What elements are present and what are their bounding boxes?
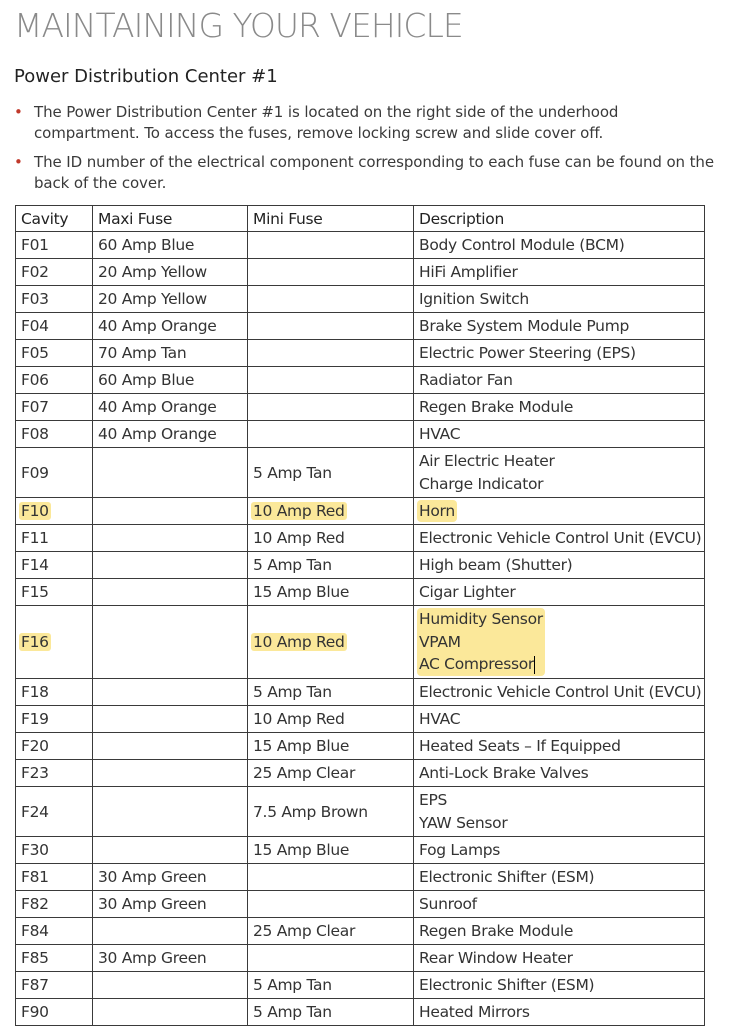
mini-fuse-cell-text: 10 Amp Red bbox=[253, 529, 345, 547]
maxi-fuse-cell-text: 20 Amp Yellow bbox=[98, 263, 207, 281]
description-cell bbox=[414, 606, 705, 679]
mini-fuse-cell bbox=[248, 972, 414, 999]
description-cell bbox=[414, 259, 705, 286]
mini-fuse-cell-text: 5 Amp Tan bbox=[253, 463, 332, 482]
cavity-cell-text: F16 bbox=[21, 633, 49, 651]
fuse-table bbox=[15, 205, 705, 1026]
maxi-fuse-cell bbox=[93, 837, 248, 864]
description-line: Radiator Fan bbox=[419, 370, 513, 389]
mini-fuse-cell bbox=[248, 891, 414, 918]
table-row bbox=[16, 552, 705, 579]
description-cell bbox=[414, 340, 705, 367]
maxi-fuse-cell-text: 60 Amp Blue bbox=[98, 236, 195, 254]
cavity-cell-text: F19 bbox=[21, 710, 49, 728]
cavity-cell bbox=[16, 421, 93, 448]
table-row bbox=[16, 286, 705, 313]
bullet-text: The Power Distribution Center #1 is located on the right side of the underhood compartment. To access the fuses, remove locking screw and slide cover off. bbox=[34, 103, 619, 142]
maxi-fuse-cell-text: 40 Amp Orange bbox=[98, 317, 217, 335]
description-line: Cigar Lighter bbox=[419, 582, 516, 601]
mini-fuse-cell-text: 7.5 Amp Brown bbox=[253, 802, 368, 821]
description-line: AC Compressor bbox=[419, 655, 534, 674]
section-title: Power Distribution Center #1 bbox=[14, 66, 278, 87]
maxi-fuse-cell-text: 30 Amp Green bbox=[98, 895, 207, 913]
cavity-cell-text: F11 bbox=[21, 529, 49, 547]
description-cell bbox=[414, 552, 705, 579]
description-cell bbox=[414, 679, 705, 706]
table-row bbox=[16, 313, 705, 340]
cavity-cell-text: F87 bbox=[21, 976, 49, 994]
description-cell bbox=[414, 579, 705, 606]
cavity-cell-text: F84 bbox=[21, 922, 49, 940]
mini-fuse-cell-text: 15 Amp Blue bbox=[253, 737, 350, 755]
cavity-cell bbox=[16, 864, 93, 891]
mini-fuse-cell bbox=[248, 232, 414, 259]
header-description: Description bbox=[414, 206, 705, 232]
maxi-fuse-cell-text: 20 Amp Yellow bbox=[98, 290, 207, 308]
cavity-cell bbox=[16, 448, 93, 498]
maxi-fuse-cell bbox=[93, 525, 248, 552]
description-line: EPS bbox=[419, 791, 448, 809]
table-row bbox=[16, 394, 705, 421]
description-line: Electronic Vehicle Control Unit (EVCU) bbox=[419, 682, 702, 701]
mini-fuse-cell-text: 10 Amp Red bbox=[253, 502, 345, 520]
mini-fuse-cell bbox=[248, 498, 414, 525]
cavity-cell-text: F20 bbox=[21, 737, 49, 755]
maxi-fuse-cell bbox=[93, 606, 248, 679]
mini-fuse-cell bbox=[248, 606, 414, 679]
description-line: Electronic Shifter (ESM) bbox=[419, 867, 595, 886]
mini-fuse-cell bbox=[248, 999, 414, 1026]
mini-fuse-cell-text: 5 Amp Tan bbox=[253, 1003, 332, 1021]
description-lines bbox=[419, 762, 699, 785]
mini-fuse-cell bbox=[248, 837, 414, 864]
table-row bbox=[16, 891, 705, 918]
mini-fuse-cell-text: 10 Amp Red bbox=[253, 633, 345, 651]
table-row bbox=[16, 421, 705, 448]
mini-fuse-cell bbox=[248, 579, 414, 606]
description-lines bbox=[419, 342, 699, 365]
mini-fuse-cell bbox=[248, 864, 414, 891]
cavity-cell-text: F82 bbox=[21, 895, 49, 913]
table-body bbox=[16, 232, 705, 1026]
description-cell bbox=[414, 498, 705, 525]
maxi-fuse-cell bbox=[93, 760, 248, 787]
description-line: Electronic Vehicle Control Unit (EVCU) bbox=[419, 528, 702, 547]
description-cell bbox=[414, 525, 705, 552]
description-line: Anti-Lock Brake Valves bbox=[419, 763, 589, 782]
cavity-cell bbox=[16, 313, 93, 340]
text-cursor bbox=[534, 656, 535, 674]
table-row bbox=[16, 579, 705, 606]
maxi-fuse-cell bbox=[93, 891, 248, 918]
mini-fuse-cell bbox=[248, 552, 414, 579]
bullet-text: The ID number of the electrical component corresponding to each fuse can be found on the back of the cover. bbox=[34, 153, 714, 192]
table-row bbox=[16, 232, 705, 259]
mini-fuse-cell-text: 25 Amp Clear bbox=[253, 764, 356, 782]
cavity-cell-text: F18 bbox=[21, 683, 49, 701]
mini-fuse-cell bbox=[248, 367, 414, 394]
maxi-fuse-cell-text: 40 Amp Orange bbox=[98, 398, 217, 416]
cavity-cell bbox=[16, 525, 93, 552]
description-lines bbox=[419, 681, 702, 704]
cavity-cell bbox=[16, 837, 93, 864]
cavity-cell-text: F09 bbox=[21, 463, 49, 482]
maxi-fuse-cell bbox=[93, 367, 248, 394]
cavity-cell-text: F07 bbox=[21, 398, 49, 416]
table-row bbox=[16, 787, 705, 837]
maxi-fuse-cell bbox=[93, 972, 248, 999]
description-line: Horn bbox=[419, 501, 455, 520]
header-cavity: Cavity bbox=[16, 206, 93, 232]
cavity-cell-text: F23 bbox=[21, 764, 49, 782]
description-line: Regen Brake Module bbox=[419, 397, 574, 416]
cavity-cell bbox=[16, 891, 93, 918]
maxi-fuse-cell-text: 30 Amp Green bbox=[98, 868, 207, 886]
cavity-cell bbox=[16, 286, 93, 313]
description-lines bbox=[419, 581, 699, 604]
maxi-fuse-cell bbox=[93, 864, 248, 891]
description-lines bbox=[419, 1001, 699, 1024]
mini-fuse-cell bbox=[248, 787, 414, 837]
description-lines bbox=[419, 947, 699, 970]
table-row bbox=[16, 367, 705, 394]
description-line: Heated Seats – If Equipped bbox=[419, 736, 621, 755]
cavity-cell-text: F15 bbox=[21, 583, 49, 601]
description-line: YAW Sensor bbox=[419, 813, 508, 832]
maxi-fuse-cell bbox=[93, 552, 248, 579]
mini-fuse-cell bbox=[248, 313, 414, 340]
cavity-cell-text: F02 bbox=[21, 263, 49, 281]
description-lines bbox=[419, 735, 699, 758]
cavity-cell bbox=[16, 945, 93, 972]
table-row bbox=[16, 679, 705, 706]
description-line: Humidity Sensor bbox=[419, 610, 543, 629]
description-lines bbox=[419, 261, 699, 284]
cavity-cell-text: F10 bbox=[21, 502, 49, 520]
description-lines bbox=[419, 234, 699, 257]
description-lines bbox=[419, 789, 699, 834]
maxi-fuse-cell-text: 40 Amp Orange bbox=[98, 425, 217, 443]
cavity-cell bbox=[16, 498, 93, 525]
description-lines bbox=[419, 315, 699, 338]
description-lines bbox=[419, 369, 699, 392]
maxi-fuse-cell bbox=[93, 945, 248, 972]
mini-fuse-cell bbox=[248, 760, 414, 787]
description-line: Ignition Switch bbox=[419, 289, 529, 308]
cavity-cell-text: F85 bbox=[21, 949, 49, 967]
cavity-cell-text: F30 bbox=[21, 841, 49, 859]
cavity-cell-text: F90 bbox=[21, 1003, 49, 1021]
mini-fuse-cell-text: 10 Amp Red bbox=[253, 710, 345, 728]
description-lines bbox=[419, 554, 699, 577]
description-cell bbox=[414, 286, 705, 313]
table-row bbox=[16, 606, 705, 679]
mini-fuse-cell bbox=[248, 706, 414, 733]
bullet-list bbox=[14, 102, 714, 202]
table-header-row bbox=[16, 206, 705, 232]
mini-fuse-cell-text: 15 Amp Blue bbox=[253, 841, 350, 859]
maxi-fuse-cell bbox=[93, 679, 248, 706]
description-lines bbox=[419, 866, 699, 889]
mini-fuse-cell bbox=[248, 259, 414, 286]
description-cell bbox=[414, 421, 705, 448]
maxi-fuse-cell bbox=[93, 733, 248, 760]
table-row bbox=[16, 972, 705, 999]
cavity-cell bbox=[16, 706, 93, 733]
maxi-fuse-cell bbox=[93, 498, 248, 525]
mini-fuse-cell bbox=[248, 918, 414, 945]
description-lines bbox=[419, 708, 699, 731]
maxi-fuse-cell bbox=[93, 448, 248, 498]
cavity-cell-text: F04 bbox=[21, 317, 49, 335]
description-lines bbox=[419, 920, 699, 943]
mini-fuse-cell bbox=[248, 421, 414, 448]
description-line: VPAM bbox=[419, 632, 461, 651]
cavity-cell-text: F05 bbox=[21, 344, 49, 362]
table-row bbox=[16, 837, 705, 864]
maxi-fuse-cell bbox=[93, 259, 248, 286]
table-row bbox=[16, 259, 705, 286]
description-lines bbox=[419, 396, 699, 419]
cavity-cell bbox=[16, 340, 93, 367]
mini-fuse-cell bbox=[248, 394, 414, 421]
description-line: Brake System Module Pump bbox=[419, 316, 630, 335]
cavity-cell-text: F81 bbox=[21, 868, 49, 886]
description-lines bbox=[419, 423, 699, 446]
description-lines bbox=[419, 839, 699, 862]
maxi-fuse-cell-text: 30 Amp Green bbox=[98, 949, 207, 967]
description-lines bbox=[419, 450, 699, 495]
maxi-fuse-cell bbox=[93, 340, 248, 367]
description-cell bbox=[414, 891, 705, 918]
maxi-fuse-cell bbox=[93, 313, 248, 340]
table-row bbox=[16, 706, 705, 733]
mini-fuse-cell bbox=[248, 733, 414, 760]
description-cell bbox=[414, 972, 705, 999]
page-title: MAINTAINING YOUR VEHICLE bbox=[14, 6, 463, 45]
cavity-cell bbox=[16, 259, 93, 286]
description-cell bbox=[414, 945, 705, 972]
cavity-cell bbox=[16, 394, 93, 421]
description-cell bbox=[414, 787, 705, 837]
description-line: Body Control Module (BCM) bbox=[419, 235, 625, 254]
table-row bbox=[16, 945, 705, 972]
mini-fuse-cell bbox=[248, 945, 414, 972]
table-row bbox=[16, 864, 705, 891]
mini-fuse-cell-text: 5 Amp Tan bbox=[253, 976, 332, 994]
description-line: HVAC bbox=[419, 709, 461, 728]
mini-fuse-cell bbox=[248, 525, 414, 552]
description-line: Fog Lamps bbox=[419, 840, 501, 859]
cavity-cell-text: F08 bbox=[21, 425, 49, 443]
description-lines bbox=[417, 500, 457, 523]
maxi-fuse-cell bbox=[93, 286, 248, 313]
bullet-dot-icon: • bbox=[14, 153, 23, 171]
description-line: Heated Mirrors bbox=[419, 1002, 530, 1021]
description-line: Air Electric Heater bbox=[419, 452, 555, 470]
cavity-cell-text: F06 bbox=[21, 371, 49, 389]
description-line: Rear Window Heater bbox=[419, 948, 573, 967]
cavity-cell bbox=[16, 552, 93, 579]
description-cell bbox=[414, 448, 705, 498]
description-cell bbox=[414, 864, 705, 891]
table-row bbox=[16, 918, 705, 945]
description-cell bbox=[414, 733, 705, 760]
bullet-item bbox=[14, 152, 714, 194]
maxi-fuse-cell-text: 60 Amp Blue bbox=[98, 371, 195, 389]
description-line: HiFi Amplifier bbox=[419, 262, 518, 281]
cavity-cell bbox=[16, 232, 93, 259]
cavity-cell-text: F24 bbox=[21, 802, 49, 821]
table-row bbox=[16, 340, 705, 367]
table-row bbox=[16, 498, 705, 525]
table-row bbox=[16, 733, 705, 760]
description-lines bbox=[419, 288, 699, 311]
description-lines bbox=[417, 608, 545, 676]
table-row bbox=[16, 525, 705, 552]
description-line: HVAC bbox=[419, 424, 461, 443]
description-cell bbox=[414, 313, 705, 340]
description-cell bbox=[414, 232, 705, 259]
description-cell bbox=[414, 837, 705, 864]
maxi-fuse-cell bbox=[93, 579, 248, 606]
cavity-cell bbox=[16, 367, 93, 394]
cavity-cell bbox=[16, 787, 93, 837]
table-row bbox=[16, 999, 705, 1026]
maxi-fuse-cell bbox=[93, 421, 248, 448]
maxi-fuse-cell bbox=[93, 232, 248, 259]
description-cell bbox=[414, 394, 705, 421]
table-row bbox=[16, 448, 705, 498]
cavity-cell bbox=[16, 760, 93, 787]
cavity-cell bbox=[16, 679, 93, 706]
cavity-cell bbox=[16, 918, 93, 945]
cavity-cell bbox=[16, 579, 93, 606]
cavity-cell bbox=[16, 999, 93, 1026]
description-cell bbox=[414, 760, 705, 787]
description-line: Electric Power Steering (EPS) bbox=[419, 343, 636, 362]
description-line: Electronic Shifter (ESM) bbox=[419, 975, 595, 994]
bullet-dot-icon: • bbox=[14, 103, 23, 121]
description-line: Sunroof bbox=[419, 894, 477, 913]
maxi-fuse-cell bbox=[93, 706, 248, 733]
mini-fuse-cell bbox=[248, 679, 414, 706]
mini-fuse-cell-text: 5 Amp Tan bbox=[253, 556, 332, 574]
description-line: Regen Brake Module bbox=[419, 921, 574, 940]
description-lines bbox=[419, 974, 699, 997]
cavity-cell bbox=[16, 733, 93, 760]
mini-fuse-cell-text: 15 Amp Blue bbox=[253, 583, 350, 601]
description-line: High beam (Shutter) bbox=[419, 555, 573, 574]
header-maxi-fuse: Maxi Fuse bbox=[93, 206, 248, 232]
cavity-cell bbox=[16, 972, 93, 999]
mini-fuse-cell-text: 25 Amp Clear bbox=[253, 922, 356, 940]
mini-fuse-cell bbox=[248, 340, 414, 367]
table-row bbox=[16, 760, 705, 787]
description-cell bbox=[414, 367, 705, 394]
cavity-cell bbox=[16, 606, 93, 679]
mini-fuse-cell-text: 5 Amp Tan bbox=[253, 683, 332, 701]
cavity-cell-text: F03 bbox=[21, 290, 49, 308]
description-cell bbox=[414, 999, 705, 1026]
maxi-fuse-cell bbox=[93, 394, 248, 421]
description-lines bbox=[419, 527, 702, 550]
maxi-fuse-cell bbox=[93, 787, 248, 837]
maxi-fuse-cell bbox=[93, 918, 248, 945]
mini-fuse-cell bbox=[248, 286, 414, 313]
mini-fuse-cell bbox=[248, 448, 414, 498]
description-cell bbox=[414, 918, 705, 945]
cavity-cell-text: F01 bbox=[21, 236, 49, 254]
description-lines bbox=[419, 893, 699, 916]
maxi-fuse-cell-text: 70 Amp Tan bbox=[98, 344, 187, 362]
description-cell bbox=[414, 706, 705, 733]
description-line: Charge Indicator bbox=[419, 474, 544, 493]
header-mini-fuse: Mini Fuse bbox=[248, 206, 414, 232]
bullet-item bbox=[14, 102, 714, 144]
maxi-fuse-cell bbox=[93, 999, 248, 1026]
cavity-cell-text: F14 bbox=[21, 556, 49, 574]
